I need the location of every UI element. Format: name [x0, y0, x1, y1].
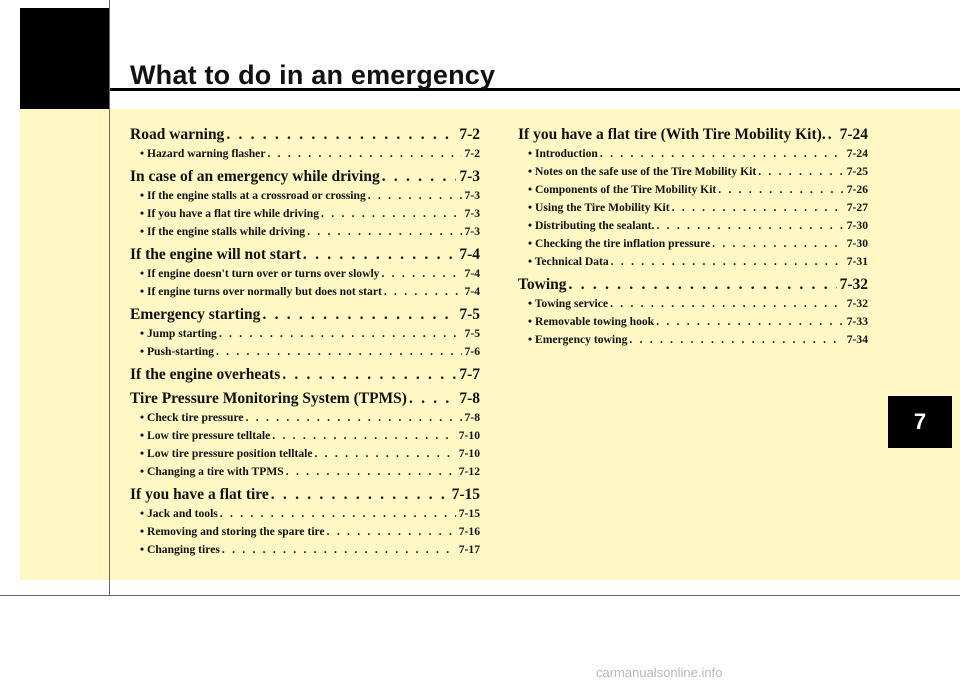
dot-leader — [319, 207, 461, 220]
toc-entry-page-number: 7-24 — [839, 126, 868, 143]
toc-section-entry[interactable] — [130, 486, 480, 507]
toc-section-entry[interactable] — [130, 246, 480, 267]
toc-entry-page-number: 7-3 — [464, 225, 480, 238]
dot-leader — [407, 390, 456, 408]
dot-leader — [265, 147, 461, 160]
dot-leader — [325, 525, 456, 538]
toc-entry-page-number: 7-12 — [458, 465, 480, 478]
toc-subsection-entry[interactable] — [518, 315, 868, 333]
toc-left-column — [130, 123, 480, 561]
toc-entry-page-number: 7-31 — [846, 255, 868, 268]
dot-leader — [224, 126, 456, 144]
toc-entry-page-number: 7-30 — [846, 219, 868, 232]
toc-section-entry[interactable] — [130, 306, 480, 327]
toc-entry-page-number: 7-3 — [459, 168, 480, 185]
toc-entry-label: If you have a flat tire (With Tire Mobility Kit). — [518, 126, 826, 143]
dot-leader — [826, 126, 837, 144]
dot-leader — [284, 465, 456, 478]
toc-entry-page-number: 7-32 — [839, 276, 868, 293]
toc-entry-page-number: 7-16 — [458, 525, 480, 538]
toc-subsection-entry[interactable] — [130, 465, 480, 483]
dot-leader — [716, 183, 843, 196]
toc-entry-label: If the engine will not start — [130, 246, 301, 263]
toc-entry-page-number: 7-7 — [459, 366, 480, 383]
dot-leader — [280, 366, 456, 384]
toc-entry-page-number: 7-30 — [846, 237, 868, 250]
dot-leader — [654, 219, 843, 232]
toc-entry-page-number: 7-10 — [458, 429, 480, 442]
toc-section-entry[interactable] — [130, 366, 480, 387]
toc-subsection-entry[interactable] — [130, 225, 480, 243]
dot-leader — [598, 147, 844, 160]
toc-entry-label: • Introduction — [528, 147, 598, 160]
page-title: What to do in an emergency — [130, 60, 496, 90]
toc-entry-page-number: 7-8 — [464, 411, 480, 424]
dot-leader — [244, 411, 462, 424]
toc-subsection-entry[interactable] — [518, 255, 868, 273]
dot-leader — [627, 333, 843, 346]
toc-subsection-entry[interactable] — [518, 183, 868, 201]
dot-leader — [654, 315, 844, 328]
toc-entry-page-number: 7-17 — [458, 543, 480, 556]
toc-subsection-entry[interactable] — [518, 297, 868, 315]
toc-entry-label: • If you have a flat tire while driving — [140, 207, 320, 220]
toc-entry-page-number: 7-24 — [846, 147, 868, 160]
toc-entry-label: Emergency starting — [130, 306, 261, 323]
toc-entry-label: • If engine doesn't turn over or turns over slowly — [140, 267, 380, 280]
toc-entry-label: • Removable towing hook — [528, 315, 655, 328]
toc-entry-page-number: 7-15 — [458, 507, 480, 520]
toc-section-entry[interactable] — [130, 168, 480, 189]
toc-entry-page-number: 7-3 — [464, 207, 480, 220]
toc-entry-page-number: 7-4 — [464, 285, 480, 298]
toc-entry-label: • Components of the Tire Mobility Kit — [528, 183, 717, 196]
dot-leader — [608, 297, 844, 310]
toc-entry-label: • If the engine stalls at a crossroad or crossing — [140, 189, 366, 202]
toc-subsection-entry[interactable] — [130, 447, 480, 465]
dot-leader — [710, 237, 844, 250]
toc-entry-page-number: 7-26 — [846, 183, 868, 196]
toc-entry-label: • If engine turns over normally but does not start — [140, 285, 382, 298]
toc-entry-label: • Low tire pressure position telltale — [140, 447, 313, 460]
toc-subsection-entry[interactable] — [130, 267, 480, 285]
toc-section-entry[interactable] — [518, 276, 868, 297]
chapter-number-tab[interactable]: 7 — [888, 396, 952, 448]
toc-section-entry[interactable] — [518, 126, 868, 147]
toc-entry-page-number: 7-10 — [458, 447, 480, 460]
dot-leader — [312, 447, 455, 460]
toc-subsection-entry[interactable] — [130, 327, 480, 345]
toc-entry-label: • Changing a tire with TPMS — [140, 465, 284, 478]
dot-leader — [220, 543, 456, 556]
toc-entry-label: • Towing service — [528, 297, 609, 310]
toc-entry-page-number: 7-25 — [846, 165, 868, 178]
dot-leader — [670, 201, 844, 214]
toc-entry-label: • Emergency towing — [528, 333, 628, 346]
toc-entry-label: • Jack and tools — [140, 507, 218, 520]
dot-leader — [609, 255, 844, 268]
toc-entry-label: Towing — [518, 276, 567, 293]
toc-section-entry[interactable] — [130, 390, 480, 411]
toc-subsection-entry[interactable] — [518, 147, 868, 165]
toc-entry-label: If the engine overheats — [130, 366, 281, 383]
toc-entry-page-number: 7-32 — [846, 297, 868, 310]
toc-entry-page-number: 7-5 — [464, 327, 480, 340]
dot-leader — [214, 345, 462, 358]
toc-entry-label: • Jump starting — [140, 327, 217, 340]
toc-entry-page-number: 7-6 — [464, 345, 480, 358]
dot-leader — [379, 267, 461, 280]
toc-subsection-entry[interactable] — [130, 507, 480, 525]
toc-entry-label: In case of an emergency while driving — [130, 168, 380, 185]
toc-entry-label: • Checking the tire inflation pressure — [528, 237, 711, 250]
dot-leader — [270, 429, 455, 442]
toc-subsection-entry[interactable] — [130, 525, 480, 543]
toc-subsection-entry[interactable] — [130, 543, 480, 561]
toc-subsection-entry[interactable] — [130, 189, 480, 207]
toc-subsection-entry[interactable] — [518, 201, 868, 219]
toc-entry-page-number: 7-2 — [459, 126, 480, 143]
toc-entry-label: • Check tire pressure — [140, 411, 244, 424]
toc-entry-label: • Notes on the safe use of the Tire Mobility Kit — [528, 165, 757, 178]
dot-leader — [217, 327, 462, 340]
toc-entry-label: • If the engine stalls while driving — [140, 225, 306, 238]
toc-subsection-entry[interactable] — [518, 165, 868, 183]
toc-entry-page-number: 7-15 — [451, 486, 480, 503]
dot-leader — [366, 189, 462, 202]
dot-leader — [380, 168, 457, 186]
toc-subsection-entry[interactable] — [130, 147, 480, 165]
toc-entry-label: • Technical Data — [528, 255, 609, 268]
dot-leader — [567, 276, 837, 294]
toc-entry-page-number: 7-5 — [459, 306, 480, 323]
corner-black-tab — [20, 8, 109, 109]
toc-entry-page-number: 7-3 — [464, 189, 480, 202]
toc-section-entry[interactable] — [130, 126, 480, 147]
toc-right-column — [518, 123, 868, 351]
margin-vertical-rule — [109, 0, 110, 596]
toc-subsection-entry[interactable] — [518, 219, 868, 237]
toc-entry-label: • Low tire pressure telltale — [140, 429, 271, 442]
dot-leader — [260, 306, 456, 324]
toc-entry-page-number: 7-4 — [459, 246, 480, 263]
toc-entry-label: • Using the Tire Mobility Kit — [528, 201, 670, 214]
toc-entry-page-number: 7-8 — [459, 390, 480, 407]
dot-leader — [382, 285, 462, 298]
toc-entry-label: • Changing tires — [140, 543, 220, 556]
dot-leader — [269, 486, 449, 504]
toc-entry-label: • Distributing the sealant. — [528, 219, 655, 232]
toc-entry-label: Tire Pressure Monitoring System (TPMS) — [130, 390, 407, 407]
dot-leader — [301, 246, 456, 264]
toc-entry-page-number: 7-4 — [464, 267, 480, 280]
dot-leader — [218, 507, 456, 520]
toc-entry-label: If you have a flat tire — [130, 486, 269, 503]
toc-entry-label: • Hazard warning flasher — [140, 147, 266, 160]
toc-entry-page-number: 7-33 — [846, 315, 868, 328]
watermark-text: carmanualsonline.info — [596, 665, 723, 680]
toc-entry-label: • Removing and storing the spare tire — [140, 525, 325, 538]
toc-subsection-entry[interactable] — [130, 411, 480, 429]
margin-horizontal-rule — [0, 595, 960, 596]
toc-subsection-entry[interactable] — [130, 429, 480, 447]
toc-subsection-entry[interactable] — [518, 333, 868, 351]
dot-leader — [305, 225, 461, 238]
toc-subsection-entry[interactable] — [130, 207, 480, 225]
toc-subsection-entry[interactable] — [130, 345, 480, 363]
toc-entry-page-number: 7-27 — [846, 201, 868, 214]
dot-leader — [756, 165, 844, 178]
toc-subsection-entry[interactable] — [518, 237, 868, 255]
toc-entry-label: Road warning — [130, 126, 225, 143]
toc-subsection-entry[interactable] — [130, 285, 480, 303]
toc-entry-label: • Push-starting — [140, 345, 214, 358]
toc-entry-page-number: 7-34 — [846, 333, 868, 346]
toc-entry-page-number: 7-2 — [464, 147, 480, 160]
